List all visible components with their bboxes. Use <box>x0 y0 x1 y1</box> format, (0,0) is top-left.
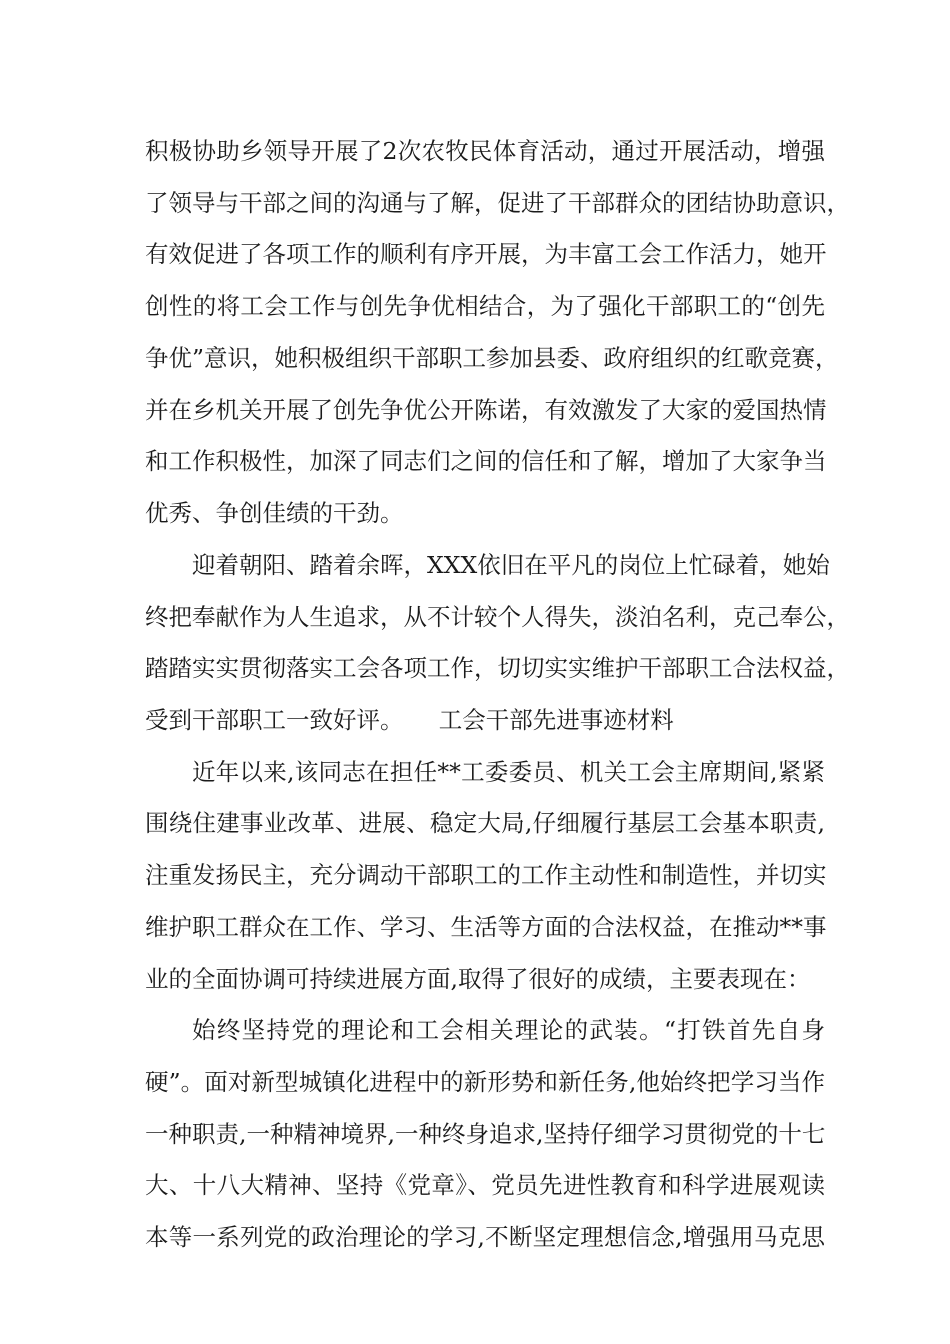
text-line: 优秀、争创佳绩的干劲。 <box>145 499 404 527</box>
text-line: 有效促进了各项工作的顺利有序开展，为丰富工会工作活力，她开 <box>145 240 827 268</box>
text-line: 硬”。面对新型城镇化进程中的新形势和新任务,他始终把学习当作 <box>145 1068 825 1096</box>
paragraph-first-line: 始终坚持党的理论和工会相关理论的武装。“打铁首先自身 <box>192 1016 825 1044</box>
text-line: 争优”意识，她积极组织干部职工参加县委、政府组织的红歌竞赛， <box>145 344 839 372</box>
text-line: 维护职工群众在工作、学习、生活等方面的合法权益，在推动**事 <box>145 913 827 941</box>
text-line: 积极协助乡领导开展了2次农牧民体育活动，通过开展活动，增强 <box>145 137 825 165</box>
paragraph-first-line: 迎着朝阳、踏着余晖，XXX依旧在平凡的岗位上忙碌着，她始 <box>192 551 830 579</box>
text-line: 大、十八大精神、坚持《党章》、党员先进性教育和科学进展观读 <box>145 1171 825 1199</box>
text-line: 本等一系列党的政治理论的学习,不断坚定理想信念,增强用马克思 <box>145 1223 825 1251</box>
paragraph-first-line: 近年以来,该同志在担任**工委委员、机关工会主席期间,紧紧 <box>192 758 825 786</box>
text-line: 业的全面协调可持续进展方面,取得了很好的成绩，主要表现在： <box>145 965 811 993</box>
text-line: 踏踏实实贯彻落实工会各项工作，切切实实维护干部职工合法权益， <box>145 654 850 682</box>
text-line: 围绕住建事业改革、进展、稳定大局,仔细履行基层工会基本职责, <box>145 809 825 837</box>
text-line: 并在乡机关开展了创先争优公开陈诺，有效激发了大家的爱国热情 <box>145 396 827 424</box>
text-line-with-heading: 受到干部职工一致好评。 工会干部先进事迹材料 <box>145 706 674 734</box>
text-line: 了领导与干部之间的沟通与了解，促进了干部群众的团结协助意识， <box>145 189 850 217</box>
text-line: 一种职责,一种精神境界,一种终身追求,坚持仔细学习贯彻党的十七 <box>145 1120 826 1148</box>
text-line: 和工作积极性，加深了同志们之间的信任和了解，增加了大家争当 <box>145 447 827 475</box>
text-line: 注重发扬民主，充分调动干部职工的工作主动性和制造性，并切实 <box>145 861 827 889</box>
text-line: 终把奉献作为人生追求，从不计较个人得失，淡泊名利，克己奉公， <box>145 603 850 631</box>
text-line: 创性的将工会工作与创先争优相结合，为了强化干部职工的“创先 <box>145 292 825 320</box>
